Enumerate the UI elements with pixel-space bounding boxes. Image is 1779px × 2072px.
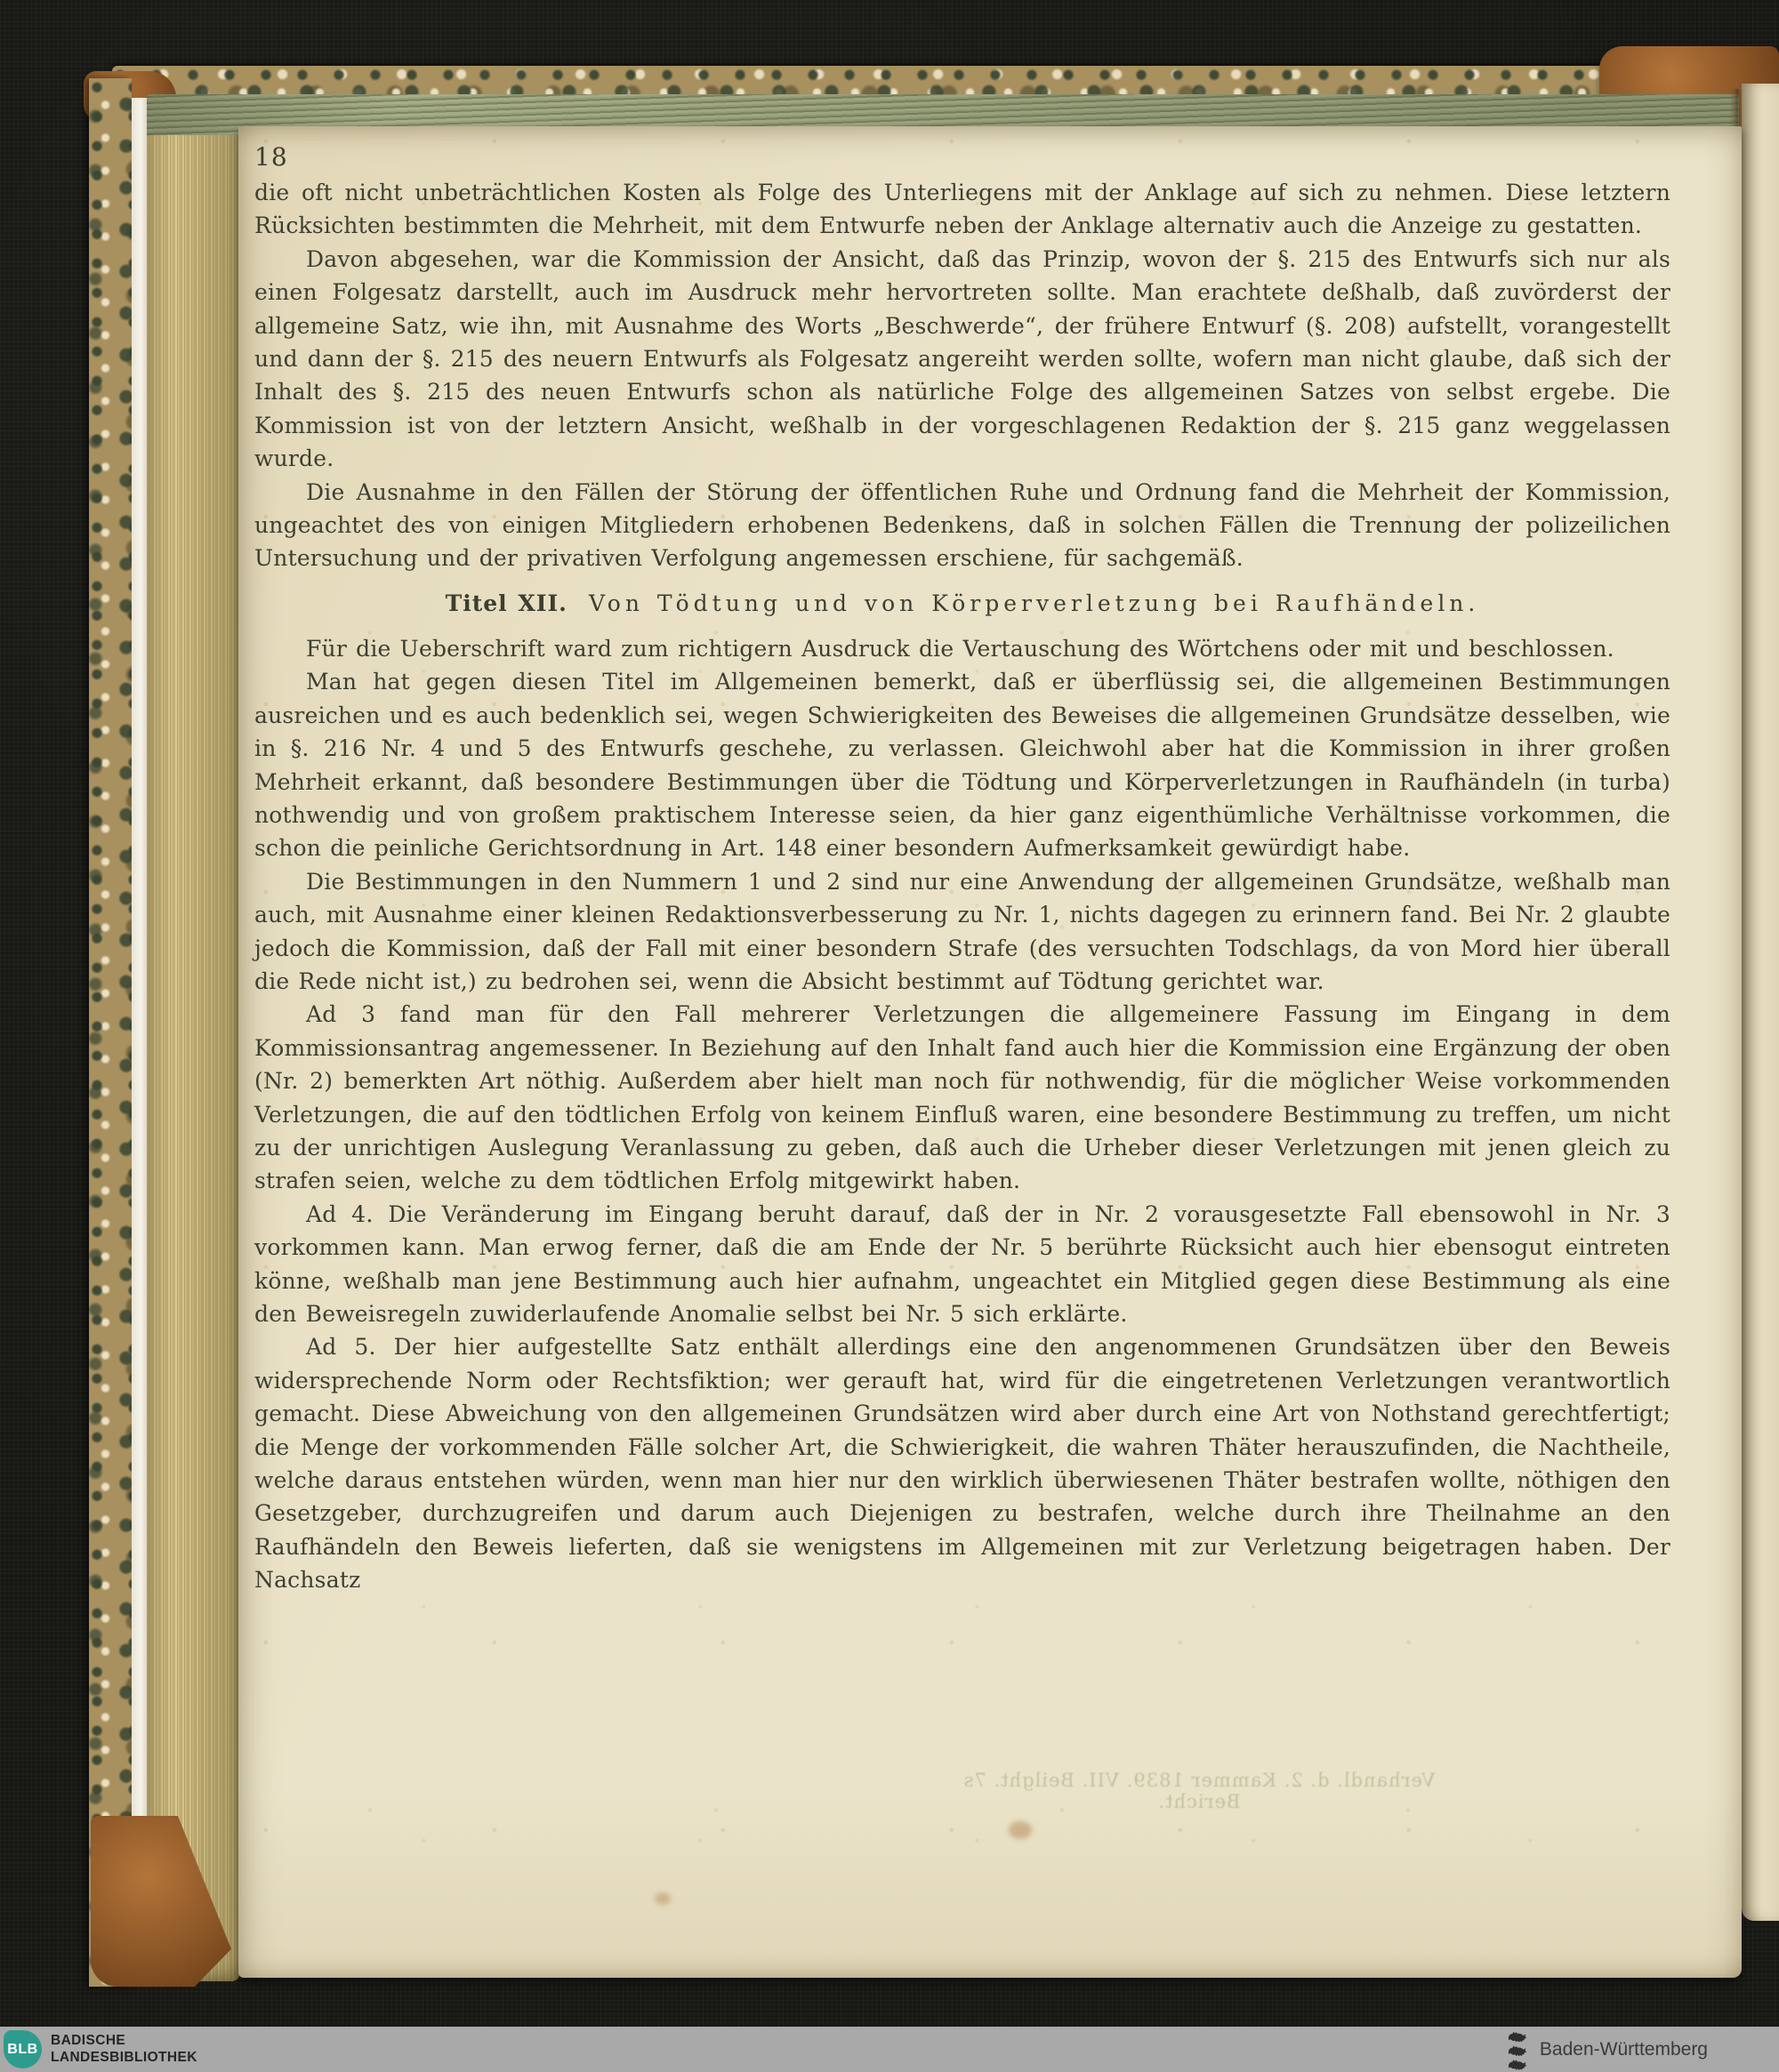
book-page: [238, 126, 1742, 1978]
section-heading: [254, 586, 1670, 622]
page-stain: [1009, 1821, 1032, 1839]
paragraph: die oft nicht unbeträchtlichen Kosten als Folge des Unterliegens mit der Anklage auf sich zu nehmen. Diese letztern Rücksichten bestimmten die Mehrheit, mit dem Entwurfe neben der Anklage alternativ auch die Anzeige zu gestatten.: [254, 180, 1670, 239]
endpaper-edge: [132, 98, 147, 1985]
paragraph: Ad 5. Der hier aufgestellte Satz enthält allerdings eine den angenommenen Grundsätzen über den Beweis widersprechende Norm oder Rechtsfiktion; wer gerauft hat, wird für die eingetretenen Verletzungen verantwortlich gemacht. Diese Abweichung von den allgemeinen Grundsätzen wird aber durch eine Art von Nothstand gerechtfertigt; die Menge der vorkommenden Fälle solcher Art, die Schwierigkeit, die wahren Thäter herauszufinden, die Nachtheile, welche daraus entstehen würden, wenn man hier nur den wirklich überwiesenen Thäter bestrafen wollte, nöthigen den Gesetzgeber, durchzugreifen und darum auch Diejenigen zu bestrafen, welche durch ihre Theilnahme an den Raufhändeln den Beweis lieferten, daß sie wenigstens im Allgemeinen mit zur Verletzung beigetragen haben. Der Nachsatz: [254, 1334, 1670, 1594]
page-stain: [655, 1892, 671, 1905]
paragraph: Davon abgesehen, war die Kommission der Ansicht, daß das Prinzip, wovon der §. 215 des Entwurfs sich nur als einen Folgesatz darstellt, auch im Ausdruck mehr hervortreten sollte. Man erachtete deßhalb, daß zuvörderst der allgemeine Satz, wie ihn, mit Ausnahme des Worts „Beschwerde“, der frühere Entwurf (§. 208) aufstellt, vorangestellt und dann der §. 215 des neuern Entwurfs als Folgesatz angereiht werden sollte, wofern man nicht glaube, daß sich der Inhalt des §. 215 des neuen Entwurfs schon als natürliche Folge des allgemeinen Satzes von selbst ergebe. Die Kommission ist von der letztern Ansicht, weßhalb in der vorgeschlagenen Redaktion der §. 215 ganz weggelassen wurde.: [254, 245, 1670, 472]
paragraph: Die Ausnahme in den Fällen der Störung der öffentlichen Ruhe und Ordnung fand die Mehrheit der Kommission, ungeachtet des von einigen Mitgliedern erhobenen Bedenkens, daß in solchen Fällen die Trennung der polizeilichen Untersuchung und der privativen Verfolgung angemessen erschiene, für sachgemäß.: [254, 478, 1670, 572]
facing-page-sliver: [1742, 84, 1779, 1921]
paragraph: Für die Ueberschrift ward zum richtigern Ausdruck die Vertauschung des Wörtchens oder mit und beschlossen.: [306, 635, 1614, 662]
paragraph: Man hat gegen diesen Titel im Allgemeinen bemerkt, daß er überflüssig sei, die allgemeinen Bestimmungen ausreichen und es auch bedenklich sei, wegen Schwierigkeiten des Beweises die allgemeinen Grundsätze desselben, wie in §. 216 Nr. 4 und 5 des Entwurfs geschehe, zu verlassen. Gleichwohl aber hat die Kommission in ihrer großen Mehrheit erkannt, daß besondere Bestimmungen über die Tödtung und Körperverletzungen in Raufhändeln (in turba) nothwendig und von großem praktischem Interesse seien, da hier ganz eigenthümliche Verhältnisse vorkommen, die schon die peinliche Gerichtsordnung in Art. 148 einer besondern Aufmerksamkeit gewürdigt habe.: [254, 669, 1670, 862]
book-cover-left-edge: [89, 78, 132, 1987]
paragraph: Ad 4. Die Veränderung im Eingang beruht darauf, daß der in Nr. 2 vorausgesetzte Fall ebensowohl in Nr. 3 vorkommen kann. Man erwog ferner, daß die am Ende der Nr. 5 berührte Rücksicht auch hier ebensogut eintreten könne, weßhalb man jene Bestimmung auch hier aufnahm, ungeachtet ein Mitglied gegen diese Bestimmung als eine den Beweisregeln zuwiderlaufende Anomalie selbst bei Nr. 5 sich erklärte.: [254, 1201, 1670, 1327]
paragraph: Ad 3 fand man für den Fall mehrerer Verletzungen die allgemeinere Fassung im Eingang in dem Kommissionsantrag angemessener. In Beziehung auf den Inhalt fand auch hier die Kommission eine Ergänzung der oben (Nr. 2) bemerkten Art nöthig. Außerdem aber hielt man noch für nothwendig, für die möglicher Weise vorkommenden Verletzungen, die auf den tödtlichen Erfolg von keinem Einfluß waren, eine besondere Bestimmung zu treffen, um nicht zu der unrichtigen Auslegung Veranlassung zu geben, daß auch die Urheber dieser Verletzungen mit jenen gleich zu strafen seien, welche zu dem tödtlichen Erfolg mitgewirkt haben.: [254, 1001, 1670, 1194]
blb-logo-text: BLB: [7, 2041, 38, 2057]
bleedthrough-text: Verhandl. d. 2. Kammer 1839. VII. Beilght. 7s Bericht.: [962, 1770, 1436, 1812]
baden-wuerttemberg-brand: [1504, 2027, 1708, 2072]
library-name: [51, 2033, 197, 2066]
region-label: Baden-Württemberg: [1539, 2038, 1708, 2060]
library-name-line2: LANDESBIBLIOTHEK: [51, 2049, 197, 2065]
lions-coat-of-arms-icon: [1504, 2029, 1531, 2070]
section-heading-number: Titel XII.: [445, 590, 568, 616]
blb-logo-icon: [4, 2030, 42, 2068]
page-number: 18: [254, 142, 288, 172]
page-block-fore-edge: [147, 103, 240, 1981]
paragraph: Die Bestimmungen in den Nummern 1 und 2 sind nur eine Anwendung der allgemeinen Grundsätze, weßhalb man auch, mit Ausnahme einer kleinen Redaktionsverbesserung zu Nr. 1, nichts dagegen zu erinnern fand. Bei Nr. 2 glaubte jedoch die Kommission, daß der Fall mit einer besondern Strafe (des versuchten Todschlags, da von Mord hier überall die Rede nicht ist,) zu bedrohen sei, wenn die Absicht bestimmt auf Tödtung gerichtet war.: [254, 868, 1670, 994]
viewer-footer: [0, 2027, 1779, 2072]
library-name-line1: BADISCHE: [51, 2033, 126, 2048]
text-block: [254, 176, 1670, 1597]
section-heading-title: Von Tödtung und von Körperverletzung bei Raufhändeln.: [589, 590, 1480, 616]
